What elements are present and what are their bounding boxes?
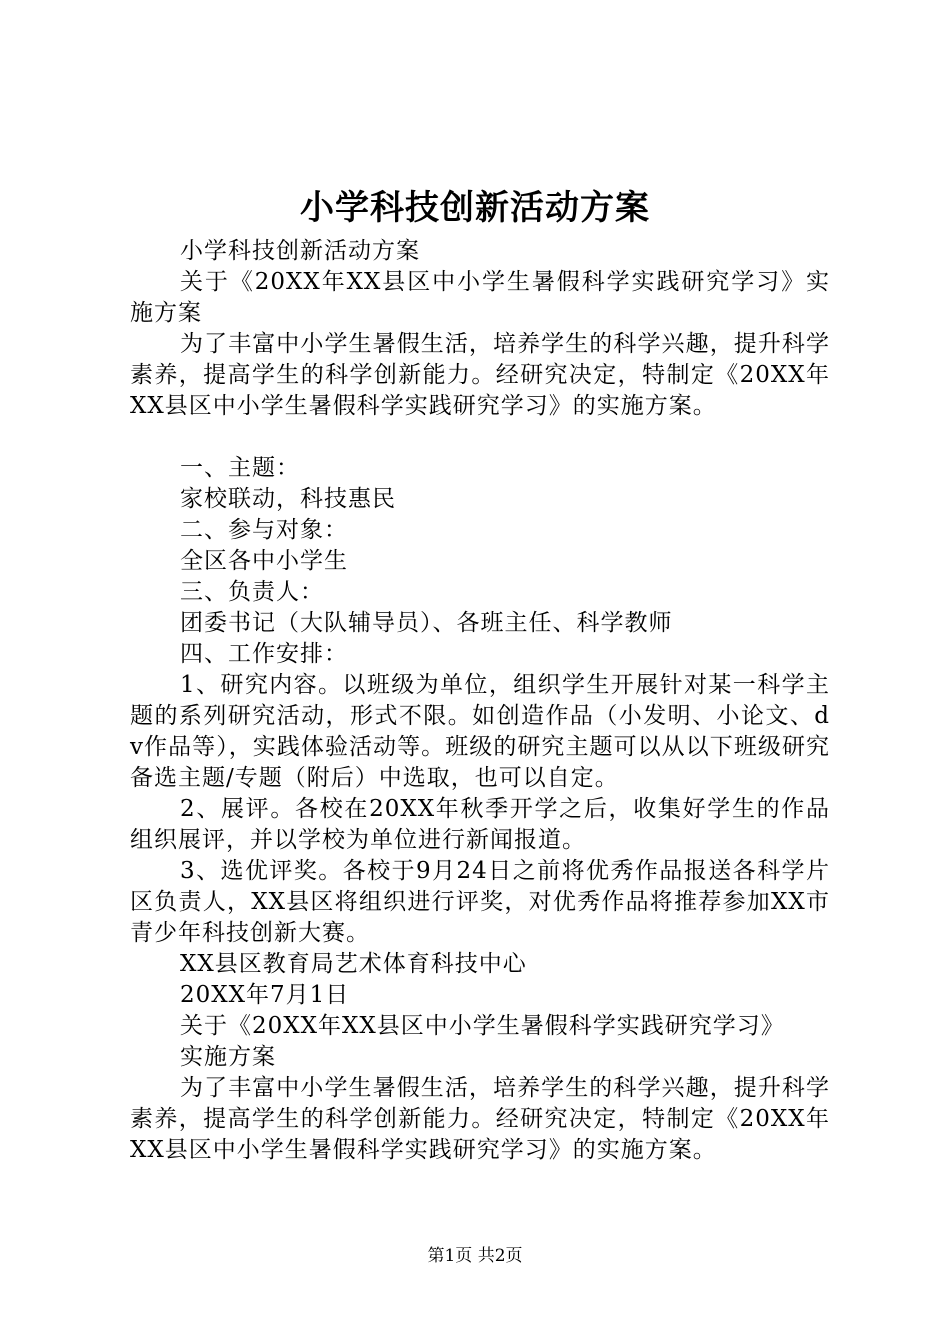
section-heading-arrangement: 四、工作安排：	[180, 641, 348, 667]
section-heading-theme: 一、主题：	[180, 455, 300, 481]
page-footer: 第1页 共2页	[427, 1246, 523, 1266]
paragraph-exhibition: 2、展评。各校在20XX年秋季开学之后，收集好学生的作品组织展评，并以学校为单位进行新闻报道。	[130, 796, 830, 853]
paragraph-issuer: XX县区教育局艺术体育科技中心	[180, 951, 527, 977]
paragraph-intro: 为了丰富中小学生暑假生活，培养学生的科学兴趣，提升科学素养，提高学生的科学创新能力。经研究决定，特制定《20XX年XX县区中小学生暑假科学实践研究学习》的实施方案。	[130, 331, 830, 419]
paragraph-responsible: 团委书记（大队辅导员）、各班主任、科学教师	[180, 610, 673, 636]
paragraph-plan-label: 实施方案	[180, 1044, 276, 1070]
document-title: 小学科技创新活动方案	[300, 188, 650, 228]
paragraph-theme: 家校联动，科技惠民	[180, 486, 396, 512]
paragraph-participants: 全区各中小学生	[180, 548, 348, 574]
section-heading-responsible: 三、负责人：	[180, 579, 324, 605]
paragraph-awards: 3、选优评奖。各校于9月24日之前将优秀作品报送各科学片区负责人，XX县区将组织进行评奖，对优秀作品将推荐参加XX市青少年科技创新大赛。	[130, 858, 830, 946]
document-body	[130, 236, 830, 1166]
paragraph-plan-heading-repeat: 关于《20XX年XX县区中小学生暑假科学实践研究学习》	[180, 1013, 785, 1039]
paragraph-intro-repeat: 为了丰富中小学生暑假生活，培养学生的科学兴趣，提升科学素养，提高学生的科学创新能力。经研究决定，特制定《20XX年XX县区中小学生暑假科学实践研究学习》的实施方案。	[130, 1075, 830, 1163]
section-heading-participants: 二、参与对象：	[180, 517, 348, 543]
paragraph-date: 20XX年7月1日	[180, 982, 350, 1008]
paragraph-plan-heading: 关于《20XX年XX县区中小学生暑假科学实践研究学习》实施方案	[130, 269, 830, 326]
paragraph-research-content: 1、研究内容。以班级为单位，组织学生开展针对某一科学主题的系列研究活动，形式不限。如创造作品（小发明、小论文、dv作品等），实践体验活动等。班级的研究主题可以从以下班级研究备选主题/专题（附后）中选取，也可以自定。	[130, 672, 830, 791]
paragraph-subtitle: 小学科技创新活动方案	[180, 238, 420, 264]
